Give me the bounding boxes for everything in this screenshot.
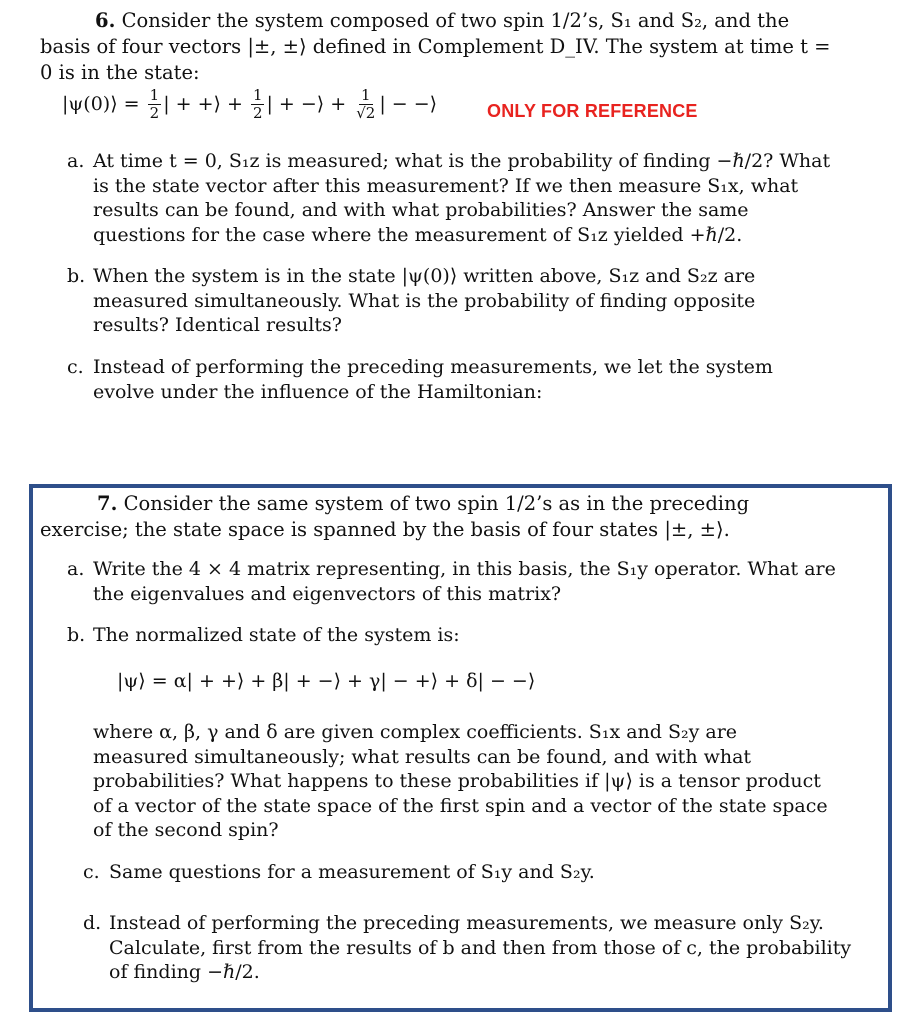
fraction-1: $\frac{1}{2}$ [149, 85, 160, 122]
eq-lhs: |ψ(0)⟩ = [62, 93, 140, 115]
exercise-6-number: 6. [95, 9, 116, 32]
fraction-3: $\frac{1}{√2}$ [356, 85, 376, 122]
part-text: Same questions for a measurement of S₁y and S₂y. [109, 861, 595, 883]
part-label: c. [67, 356, 84, 378]
exercise-7-part-a [67, 557, 838, 606]
part-label: b. [67, 265, 86, 287]
exercise-7-part-b-continuation: where α, β, γ and δ are given complex coefficients. S₁x and S₂y are measured simultaneously; what results can be found, and with what probabilities? What happens to these probabilities if |ψ⟩ is a tensor product of a vector of the state space of the first spin and a vector of the state space of the second spin? [93, 721, 828, 842]
exercise-6-part-a [67, 149, 833, 247]
part-text: Instead of performing the preceding measurements, we measure only S₂y. Calculate, first from the results of b and then from those of c, the probability of finding −ℏ/2. [109, 912, 852, 984]
part-text: When the system is in the state |ψ(0)⟩ written above, S₁z and S₂z are measured simultaneously. What is the probability of finding opposite results? Identical results? [93, 265, 756, 337]
fraction-2: $\frac{1}{2}$ [252, 85, 263, 122]
reference-stamp: ONLY FOR REFERENCE [487, 101, 698, 121]
part-text: Instead of performing the preceding measurements, we let the system evolve under the influence of the Hamiltonian: [93, 356, 773, 403]
part-label: b. [67, 624, 86, 646]
eq-ket-2: | + −⟩ + [266, 93, 347, 115]
part-text: At time t = 0, S₁z is measured; what is the probability of finding −ℏ/2? What is the state vector after this measurement? If we then measure S₁x, what results can be found, and with what probabilities? Answer the same questions for the case where the measurement of S₁z yielded +ℏ/2. [93, 150, 831, 246]
exercise-7-intro [40, 491, 840, 543]
exercise-7-part-c [83, 860, 844, 885]
exercise-6-part-c [67, 355, 833, 404]
exercise-7-part-d [83, 911, 854, 985]
eq-ket-3: | − −⟩ [379, 93, 438, 115]
part-label: c. [83, 861, 100, 883]
part-label: a. [67, 558, 85, 580]
exercise-6-intro-text: Consider the system composed of two spin 1/2’s, S₁ and S₂, and the basis of four vectors |±, ±⟩ defined in Complement D_IV. The system at time t = 0 is in the state: [40, 9, 831, 84]
part-label: d. [83, 912, 102, 934]
normalized-state-equation: |ψ⟩ = α| + +⟩ + β| + −⟩ + γ| − +⟩ + δ| − −⟩ [117, 670, 536, 692]
exercise-6-initial-state-equation [62, 74, 522, 134]
exercise-7-number: 7. [97, 492, 118, 515]
eq-ket-1: | + +⟩ + [163, 93, 243, 115]
part-label: a. [67, 150, 85, 172]
exercise-7-part-b [67, 623, 838, 648]
exercise-6-part-b [67, 264, 833, 338]
part-text: Write the 4 × 4 matrix representing, in this basis, the S₁y operator. What are the eigenvalues and eigenvectors of this matrix? [93, 558, 836, 605]
exercise-7-intro-text: Consider the same system of two spin 1/2’s as in the preceding exercise; the state space is spanned by the basis of four states |±, ±⟩. [40, 492, 750, 541]
part-text: The normalized state of the system is: [93, 624, 460, 646]
